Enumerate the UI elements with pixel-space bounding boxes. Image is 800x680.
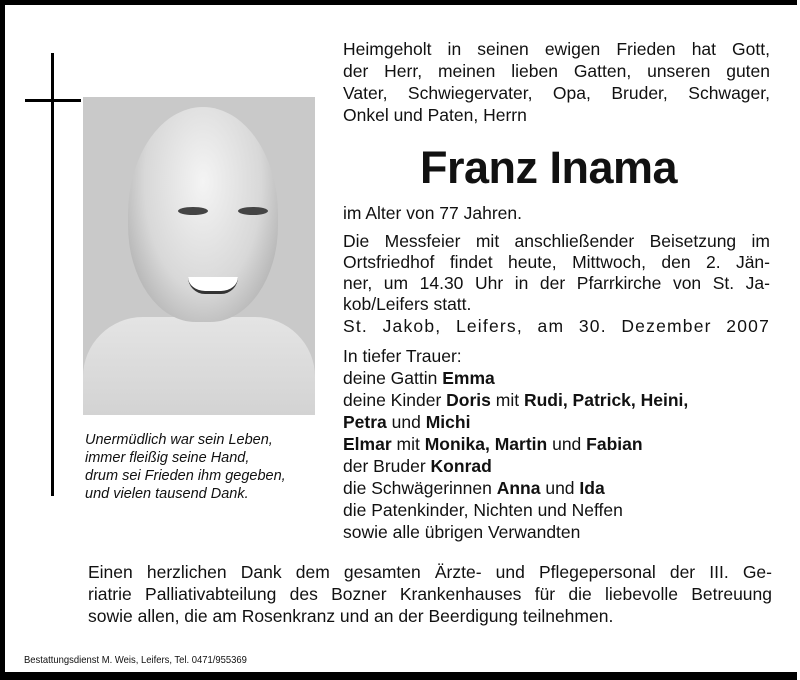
mourner-line [343,500,623,521]
text-segment: die Patenkinder, Nichten und Neffen [343,500,623,520]
text-segment: Einen herzlichen Dank dem gesamten Ärzte- und Pflegepersonal der III. Ge- [88,562,772,582]
text-segment: deine Gattin [343,368,443,388]
text-segment: mit [391,434,425,454]
intro-line [343,61,770,82]
service-line [343,294,471,315]
text-segment: der Herr, meinen lieben Gatten, unseren guten [343,61,770,81]
mourner-line [343,412,470,433]
bold-name: Ida [579,478,605,498]
intro-line [343,105,527,126]
intro-line [343,39,770,60]
intro-line [343,83,770,104]
thanks-line [88,584,772,605]
thanks-line [88,562,772,583]
mourner-line [343,456,492,477]
mourner-line [343,434,643,455]
text-segment: sowie alle übrigen Verwandten [343,522,581,542]
verse-line: immer fleißig seine Hand, [85,450,250,466]
bold-name: Rudi, Patrick, Heini, [523,390,689,410]
bold-name: Petra [343,412,387,432]
funeral-service-credit: Bestattungsdienst M. Weis, Leifers, Tel. 0471/955369 [24,654,247,666]
place-date-line [343,316,770,337]
bold-name: Elmar [343,434,392,454]
bold-name: Fabian [586,434,643,454]
service-line [343,273,770,294]
text-segment: riatrie Palliativabteilung des Bozner Krankenhauses für die liebevolle Betreuung [88,584,772,604]
text-segment: In tiefer Trauer: [343,346,462,366]
mourner-line [343,390,688,411]
text-segment: St. Jakob, Leifers, am 30. Dezember 2007 [343,316,770,336]
mourner-line [343,522,580,543]
memorial-verse [85,431,286,503]
bold-name: Emma [442,368,495,388]
text-segment: im Alter von 77 Jahren. [343,203,522,223]
mourner-line [343,478,605,499]
text-segment: Vater, Schwiegervater, Opa, Bruder, Schwager, [343,83,770,103]
deceased-name: Franz Inama [420,142,678,193]
text-segment: und [386,412,426,432]
photo-shirt [83,317,315,415]
cross-icon [51,53,54,496]
text-segment: der Bruder [343,456,431,476]
photo-eye [238,207,268,215]
text-segment: sowie allen, die am Rosenkranz und an der Beerdigung teilnehmen. [88,606,614,626]
bold-name: Konrad [430,456,492,476]
text-segment: Heimgeholt in seinen ewigen Frieden hat Gott, [343,39,770,59]
bold-name: Doris [446,390,491,410]
text-segment: Die Messfeier mit anschließender Beisetzung im [343,231,770,251]
text-segment: kob/Leifers statt. [343,294,472,314]
service-line [343,252,770,273]
text-segment: die Schwägerinnen [343,478,497,498]
photo-eye [178,207,208,215]
portrait-photo [83,97,315,415]
bold-name: Monika, Martin [424,434,548,454]
thanks-line [88,606,613,627]
mourner-line [343,368,495,389]
verse-line: drum sei Frieden ihm gegeben, [85,468,286,484]
bold-name: Michi [425,412,471,432]
verse-line: Unermüdlich war sein Leben, [85,432,273,448]
text-segment: deine Kinder [343,390,447,410]
bold-name: Anna [496,478,541,498]
text-segment: ner, um 14.30 Uhr in der Pfarrkirche von St. Ja- [343,273,770,293]
text-segment: mit [490,390,524,410]
text-segment: und [547,434,587,454]
text-segment: und [540,478,580,498]
text-segment: Onkel und Paten, Herrn [343,105,527,125]
service-line [343,231,770,252]
mourner-line [343,346,462,367]
age-line [343,203,522,224]
verse-line: und vielen tausend Dank. [85,486,249,502]
text-segment: Ortsfriedhof findet heute, Mittwoch, den 2. Jän- [343,252,770,272]
cross-icon-bar [25,99,81,102]
